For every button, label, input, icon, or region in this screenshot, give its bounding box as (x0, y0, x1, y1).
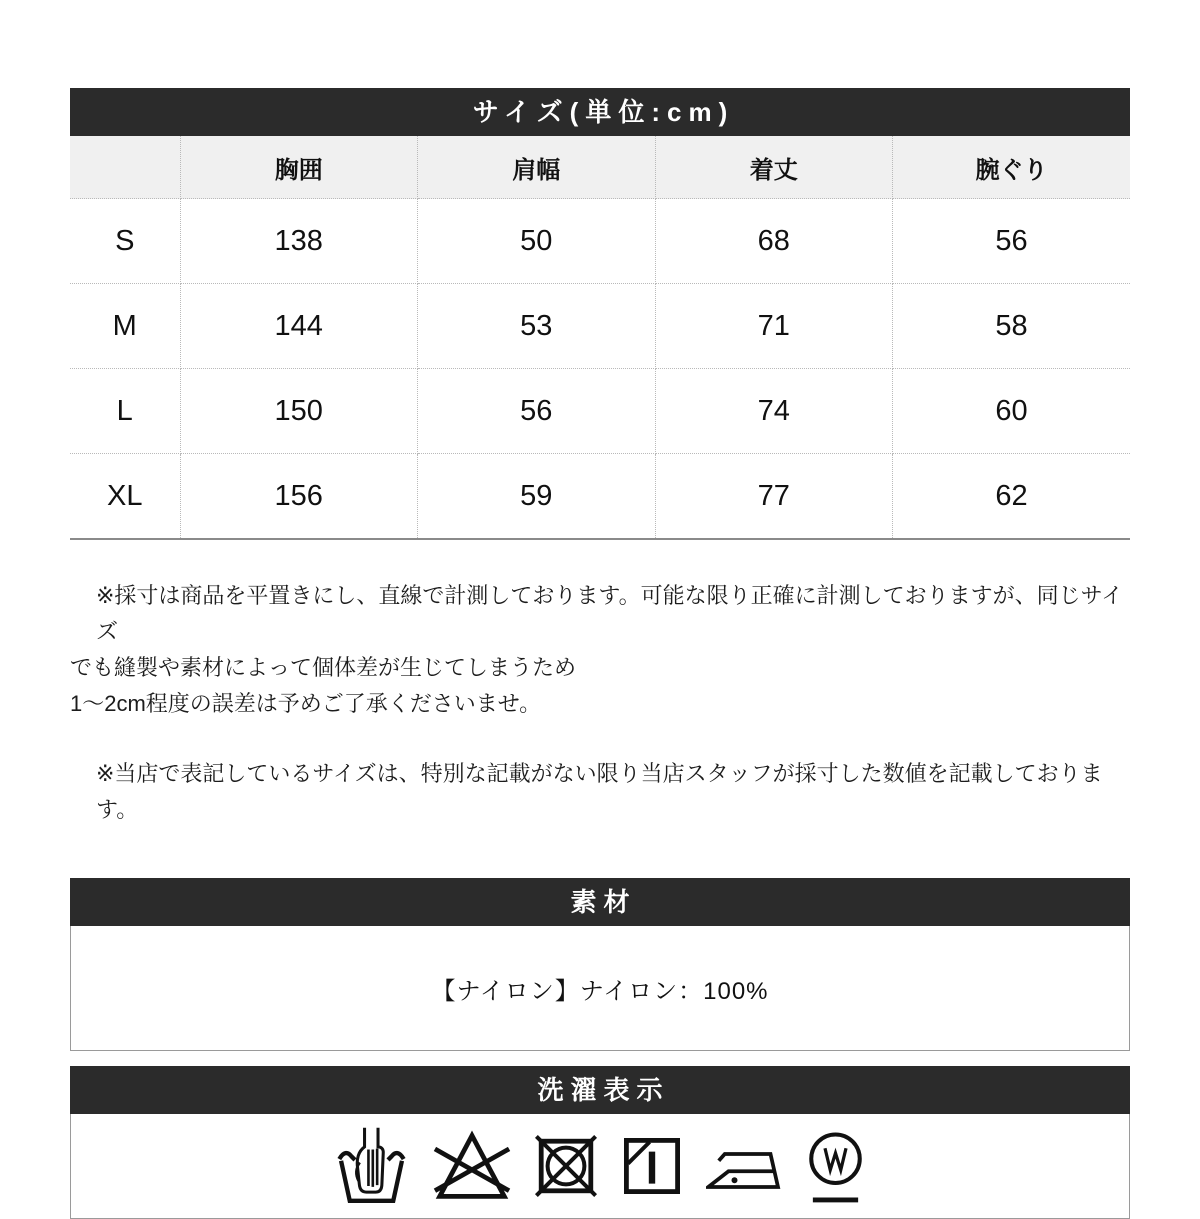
cell-m-shoulder: 53 (418, 284, 656, 369)
measurement-note-line-1: ※採寸は商品を平置きにし、直線で計測しております。可能な限り正確に計測しておりますが、同じサイズ (96, 583, 1124, 644)
line-dry-in-shade-icon (620, 1134, 684, 1198)
cell-xl-shoulder: 59 (418, 454, 656, 540)
col-header-shoulder: 肩幅 (418, 136, 656, 199)
col-header-length: 着丈 (655, 136, 893, 199)
measurement-note-line-3: 1〜2cm程度の誤差は予めご了承くださいませ。 (70, 691, 542, 716)
cell-l-armhole: 60 (893, 369, 1131, 454)
cell-m-chest: 144 (180, 284, 418, 369)
professional-wet-cleaning-icon (803, 1128, 868, 1204)
care-icons-row (70, 1114, 1130, 1219)
care-section (70, 1066, 1130, 1219)
do-not-bleach-icon (432, 1128, 512, 1204)
table-row-m (70, 284, 1130, 369)
row-label-l: L (70, 369, 180, 454)
care-section-title: 洗濯表示 (70, 1066, 1130, 1114)
row-label-m: M (70, 284, 180, 369)
size-table-header-row (70, 136, 1130, 199)
cell-s-armhole: 56 (893, 199, 1131, 284)
size-section (70, 88, 1130, 540)
table-row-s (70, 199, 1130, 284)
do-not-tumble-dry-icon (534, 1134, 598, 1198)
table-row-l (70, 369, 1130, 454)
measurement-note (70, 578, 1130, 722)
col-header-armhole: 腕ぐり (893, 136, 1131, 199)
corner-cell (70, 136, 180, 199)
cell-s-shoulder: 50 (418, 199, 656, 284)
cell-m-armhole: 58 (893, 284, 1131, 369)
material-section-title: 素材 (70, 878, 1130, 926)
row-label-s: S (70, 199, 180, 284)
cell-l-chest: 150 (180, 369, 418, 454)
row-label-xl: XL (70, 454, 180, 540)
cell-m-length: 71 (655, 284, 893, 369)
size-table (70, 136, 1130, 540)
col-header-chest: 胸囲 (180, 136, 418, 199)
table-row-xl (70, 454, 1130, 540)
cell-s-chest: 138 (180, 199, 418, 284)
size-section-title: サイズ(単位:cm) (70, 88, 1130, 136)
cell-s-length: 68 (655, 199, 893, 284)
material-section (70, 878, 1130, 1051)
cell-l-shoulder: 56 (418, 369, 656, 454)
hand-wash-icon (333, 1126, 410, 1206)
iron-low-heat-icon (706, 1139, 781, 1193)
cell-xl-chest: 156 (180, 454, 418, 540)
measurement-note-line-2: でも縫製や素材によって個体差が生じてしまうため (70, 655, 577, 680)
staff-note: ※当店で表記しているサイズは、特別な記載がない限り当店スタッフが採寸した数値を記載しております。 (96, 761, 1103, 822)
material-value: 【ナイロン】ナイロン：100% (70, 926, 1130, 1051)
cell-l-length: 74 (655, 369, 893, 454)
cell-xl-length: 77 (655, 454, 893, 540)
product-spec-page (70, 0, 1130, 1219)
cell-xl-armhole: 62 (893, 454, 1131, 540)
